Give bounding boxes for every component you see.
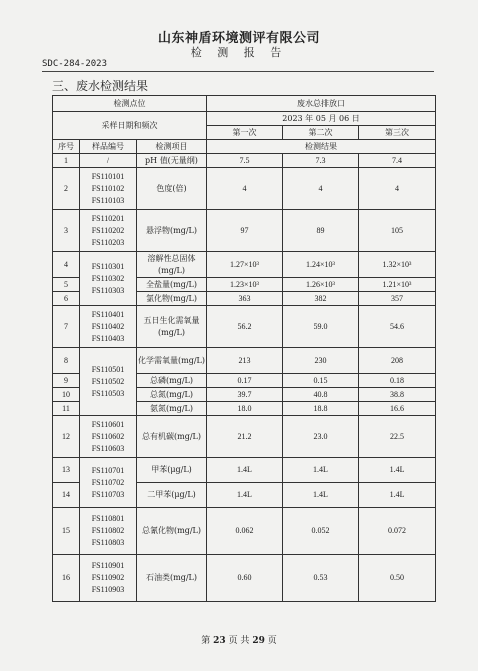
row-result-3: 0.18 [359,374,436,388]
row-seq: 9 [53,374,80,388]
row-item: 总有机碳(mg/L) [137,416,207,458]
row-result-1: 97 [207,210,283,252]
row-item: 化学需氧量(mg/L) [137,348,207,374]
row-seq: 16 [53,555,80,602]
sample-id: FS110903 [91,585,125,594]
row-result-2: 0.052 [283,508,359,555]
row-item: 总氰化物(mg/L) [137,508,207,555]
row-result-1: 0.062 [207,508,283,555]
row-seq: 6 [53,292,80,306]
row-seq: 11 [53,402,80,416]
col-time-1: 第一次 [207,126,283,140]
sample-id: FS110801 [91,514,125,523]
table-row [53,252,436,278]
sample-id: FS110403 [91,333,125,343]
row-result-3: 22.5 [359,416,436,458]
row-result-1: 1.4L [207,458,283,483]
row-result-1: 1.4L [207,483,283,508]
sample-id: FS110602 [91,431,125,441]
sample-id: FS110603 [91,443,125,453]
row-result-3: 1.21×10³ [359,278,436,292]
sample-id: FS110401 [91,309,125,319]
row-result-2: 0.53 [283,555,359,602]
row-result-3: 208 [359,348,436,374]
row-result-3: 16.6 [359,402,436,416]
row-item: 氨氮(mg/L) [137,402,207,416]
sample-id: FS110803 [91,538,125,547]
row-item: 二甲苯(μg/L) [137,483,207,508]
row-result-2: 1.4L [283,458,359,483]
sample-id: FS110402 [91,321,125,331]
row-result-2: 382 [283,292,359,306]
row-sample-ids [80,348,137,416]
row-seq: 3 [53,210,80,252]
table-row [53,508,436,555]
row-item: 全盐量(mg/L) [137,278,207,292]
row-result-2: 230 [283,348,359,374]
sample-id: FS110202 [91,225,125,235]
page-footer [0,633,478,646]
col-seq-header: 序号 [53,140,80,154]
sample-id: FS110702 [91,477,125,487]
sample-id: FS110302 [91,273,125,283]
row-sample-ids [80,252,137,306]
sample-id: FS110802 [91,526,125,535]
sample-id: FS110203 [91,237,125,247]
table-row [53,416,436,458]
table-row [53,154,436,168]
row-seq: 13 [53,458,80,483]
sample-id: FS110301 [91,261,125,271]
row-result-1: 363 [207,292,283,306]
location-value: 废水总排放口 [207,96,436,112]
sample-id: FS110201 [91,213,125,223]
row-result-2: 1.4L [283,483,359,508]
row-seq: 15 [53,508,80,555]
row-item: 五日生化需氧量(mg/L) [137,306,207,348]
row-result-2: 7.3 [283,154,359,168]
row-seq: 5 [53,278,80,292]
sampling-label: 采样日期和频次 [53,112,207,140]
row-result-3: 1.4L [359,458,436,483]
sample-id: FS110103 [91,195,125,205]
row-sample-ids [80,210,137,252]
row-result-2: 4 [283,168,359,210]
document-number: SDC-284-2023 [42,59,108,69]
row-result-2: 1.24×10³ [283,252,359,278]
footer-mid: 页 共 [228,636,250,646]
row-result-2: 89 [283,210,359,252]
sample-id: FS110901 [91,561,125,570]
row-seq: 4 [53,252,80,278]
row-result-3: 1.4L [359,483,436,508]
row-result-3: 1.32×10³ [359,252,436,278]
report-subtitle: 检 测 报 告 [190,46,288,59]
wastewater-results-table [52,95,436,602]
sample-id: FS110902 [91,573,125,582]
row-result-1: 4 [207,168,283,210]
row-result-3: 54.6 [359,306,436,348]
row-sample-ids [80,306,137,348]
sample-id: / [106,155,110,165]
row-sample-ids [80,416,137,458]
row-seq: 12 [53,416,80,458]
row-item: 总氮(mg/L) [137,388,207,402]
table-row [53,306,436,348]
col-sample-no-header: 样品编号 [80,140,137,154]
sampling-date: 2023 年 05 月 06 日 [207,112,436,126]
row-result-1: 1.23×10³ [207,278,283,292]
col-item-header: 检测项目 [137,140,207,154]
row-result-2: 0.15 [283,374,359,388]
row-result-1: 213 [207,348,283,374]
header-rule [42,71,434,72]
sample-id: FS110501 [91,364,125,374]
row-result-1: 1.27×10³ [207,252,283,278]
row-item: pH 值(无量纲) [137,154,207,168]
row-item: 石油类(mg/L) [137,555,207,602]
table-row [53,210,436,252]
sample-id: FS110601 [91,419,125,429]
page-total: 29 [252,636,265,646]
row-sample-ids [80,555,137,602]
page-number: 23 [213,636,226,646]
row-item: 色度(倍) [137,168,207,210]
row-result-1: 18.0 [207,402,283,416]
table-body [53,154,436,602]
row-result-1: 0.17 [207,374,283,388]
location-label: 检测点位 [53,96,207,112]
row-result-2: 59.0 [283,306,359,348]
sample-id: FS110102 [91,183,125,193]
sample-id: FS110503 [91,388,125,398]
row-seq: 2 [53,168,80,210]
row-result-1: 56.2 [207,306,283,348]
row-result-2: 40.8 [283,388,359,402]
row-item: 溶解性总固体(mg/L) [137,252,207,278]
footer-suffix: 页 [267,636,277,646]
row-result-3: 0.072 [359,508,436,555]
row-item: 悬浮物(mg/L) [137,210,207,252]
row-result-2: 23.0 [283,416,359,458]
row-result-1: 21.2 [207,416,283,458]
row-seq: 14 [53,483,80,508]
sample-id: FS110502 [91,376,125,386]
row-seq: 8 [53,348,80,374]
row-result-2: 18.8 [283,402,359,416]
row-item: 氯化物(mg/L) [137,292,207,306]
row-result-3: 4 [359,168,436,210]
table-row [53,168,436,210]
row-result-1: 7.5 [207,154,283,168]
row-item: 总磷(mg/L) [137,374,207,388]
col-time-2: 第二次 [283,126,359,140]
company-name: 山东神盾环境测评有限公司 [157,31,320,46]
sample-id: FS110101 [91,171,125,181]
row-sample-ids [80,168,137,210]
sample-id: FS110701 [91,465,125,475]
row-sample-ids [80,508,137,555]
row-seq: 1 [53,154,80,168]
footer-prefix: 第 [201,636,211,646]
table-row [53,555,436,602]
row-seq: 7 [53,306,80,348]
table-row [53,348,436,374]
col-result-header: 检测结果 [207,140,436,154]
row-seq: 10 [53,388,80,402]
row-result-3: 7.4 [359,154,436,168]
row-result-2: 1.26×10³ [283,278,359,292]
table-row [53,458,436,483]
col-time-3: 第三次 [359,126,436,140]
row-result-1: 39.7 [207,388,283,402]
sample-id: FS110303 [91,285,125,295]
row-sample-ids [80,458,137,508]
row-item: 甲苯(μg/L) [137,458,207,483]
row-result-3: 105 [359,210,436,252]
row-result-3: 0.50 [359,555,436,602]
row-result-3: 38.8 [359,388,436,402]
row-result-1: 0.60 [207,555,283,602]
row-sample-ids [80,154,137,168]
section-title: 三、废水检测结果 [52,79,149,93]
row-result-3: 357 [359,292,436,306]
sample-id: FS110703 [91,489,125,499]
